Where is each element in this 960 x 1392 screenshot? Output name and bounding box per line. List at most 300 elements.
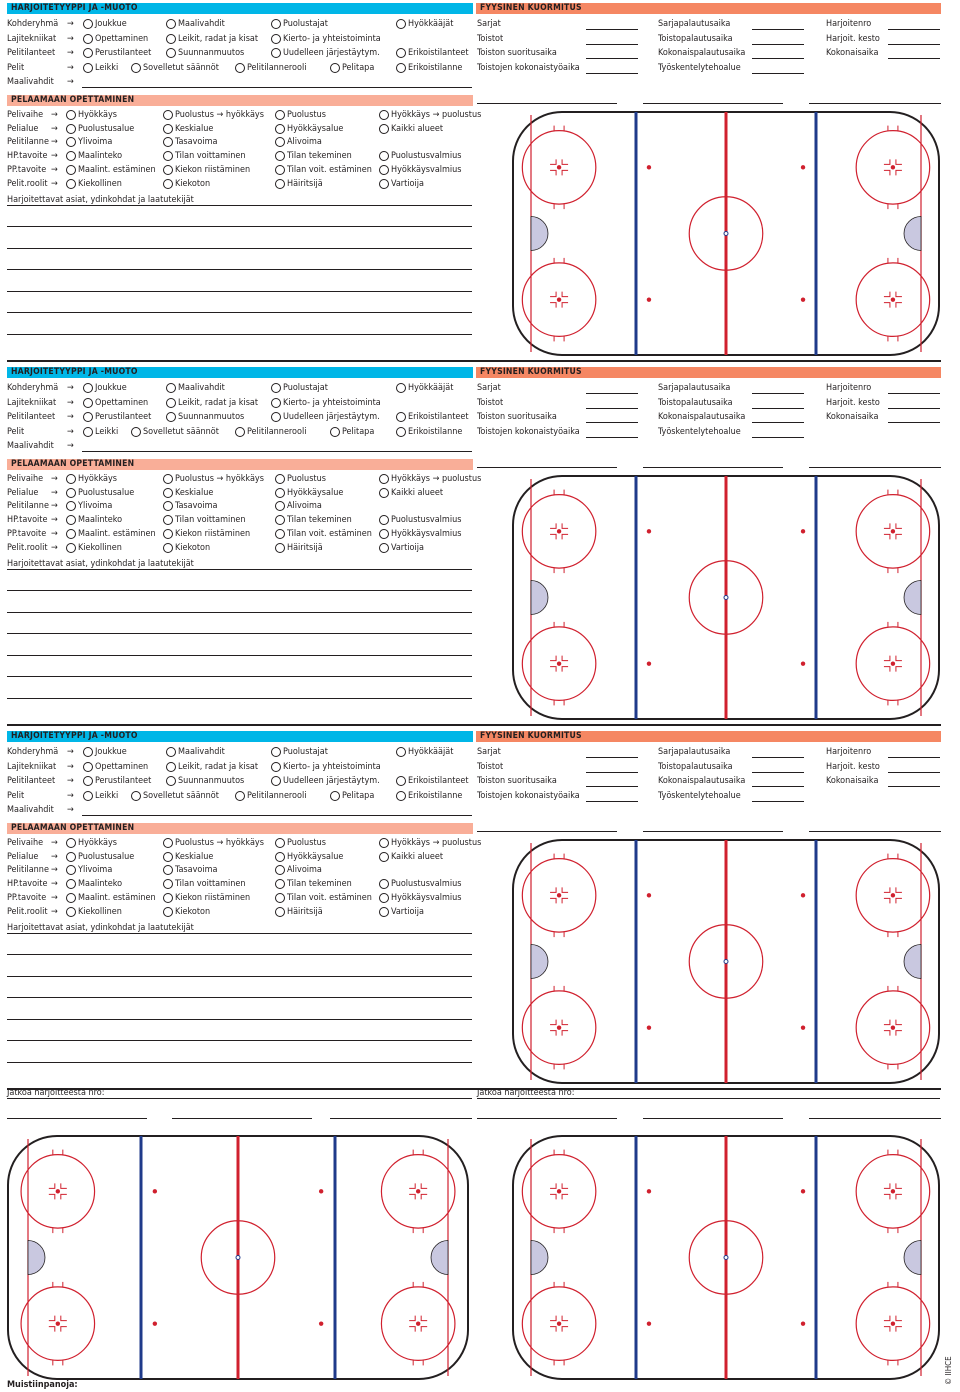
option-checkbox[interactable] [166, 383, 176, 393]
option-label: Tasavoima [175, 865, 218, 876]
option-label: Kiekoton [175, 178, 211, 189]
pel-row-label: PP.tavoite [7, 892, 47, 903]
option-checkbox[interactable] [275, 852, 285, 862]
field-line[interactable] [7, 1118, 147, 1119]
extra-field[interactable] [809, 831, 941, 832]
option-label: Suunnanmuutos [178, 412, 245, 422]
harjoitetyyppi-header: HARJOITETYYPPI JA -MUOTO [7, 367, 473, 378]
option-checkbox[interactable] [379, 907, 389, 917]
option-checkbox[interactable] [271, 19, 281, 29]
load-field[interactable] [586, 757, 638, 758]
option-label: Tasavoima [175, 137, 218, 148]
option-label: Leikit, radat ja kisat [178, 761, 259, 772]
arrow-icon: → [67, 383, 74, 393]
extra-field[interactable] [643, 103, 783, 104]
option-label: Kiekon riistäminen [175, 164, 251, 175]
load-field[interactable] [752, 73, 804, 74]
notes-line[interactable] [7, 655, 472, 656]
option-checkbox[interactable] [166, 48, 176, 58]
pelaamaan-header: PELAAMAAN OPETTAMINEN [7, 459, 473, 470]
row-label: Lajitekniikat [7, 33, 57, 44]
load-field[interactable] [586, 801, 638, 802]
option-checkbox[interactable] [396, 48, 406, 58]
option-checkbox[interactable] [66, 151, 76, 161]
maalivahdit-line[interactable] [82, 815, 472, 816]
load-field[interactable] [752, 437, 804, 438]
option-checkbox[interactable] [379, 838, 389, 848]
extra-field[interactable] [809, 103, 941, 104]
load-label: Sarjat [477, 383, 501, 393]
option-checkbox[interactable] [275, 543, 285, 553]
load-field[interactable] [586, 772, 638, 773]
option-checkbox[interactable] [163, 838, 173, 848]
load-label: Harjoitenro [826, 383, 872, 393]
option-label: Uudelleen järjestäytym. [283, 412, 380, 422]
option-checkbox[interactable] [379, 488, 389, 498]
load-field[interactable] [752, 408, 804, 409]
notes-line[interactable] [7, 1019, 472, 1020]
load-label: Harjoit. kesto [826, 33, 880, 44]
load-field[interactable] [888, 393, 940, 394]
option-checkbox[interactable] [275, 474, 285, 484]
option-label: Opettaminen [95, 33, 149, 44]
option-checkbox[interactable] [66, 529, 76, 539]
option-checkbox[interactable] [163, 110, 173, 120]
load-field[interactable] [586, 393, 638, 394]
option-checkbox[interactable] [330, 791, 340, 801]
option-label: Erikoistilanne [408, 426, 463, 437]
option-checkbox[interactable] [163, 865, 173, 875]
notes-line[interactable] [7, 698, 472, 699]
option-checkbox[interactable] [396, 383, 406, 393]
extra-field[interactable] [643, 831, 783, 832]
rink-diagram[interactable] [512, 839, 940, 1084]
load-field[interactable] [586, 408, 638, 409]
option-label: Erikoistilanteet [408, 776, 469, 786]
option-checkbox[interactable] [275, 137, 285, 147]
option-checkbox[interactable] [83, 63, 93, 73]
notes-line[interactable] [7, 248, 472, 249]
option-checkbox[interactable] [66, 474, 76, 484]
option-checkbox[interactable] [379, 165, 389, 175]
option-checkbox[interactable] [66, 488, 76, 498]
row-label: Pelitilanteet [7, 48, 56, 58]
option-checkbox[interactable] [66, 137, 76, 147]
load-field[interactable] [752, 801, 804, 802]
option-label: Tilan tekeminen [287, 515, 352, 526]
row-label: Lajitekniikat [7, 761, 57, 772]
field-line[interactable] [172, 1118, 312, 1119]
maalivahdit-line[interactable] [82, 451, 472, 452]
row-label: Kohderyhmä [7, 19, 59, 29]
extra-field[interactable] [477, 103, 617, 104]
faceoff-dot [801, 1321, 805, 1325]
option-checkbox[interactable] [163, 488, 173, 498]
option-checkbox[interactable] [379, 110, 389, 120]
option-checkbox[interactable] [275, 879, 285, 889]
row-label: Kohderyhmä [7, 747, 59, 757]
option-checkbox[interactable] [379, 179, 389, 189]
option-label: Maalint. estäminen [78, 164, 156, 175]
option-checkbox[interactable] [379, 474, 389, 484]
arrow-icon: → [67, 805, 74, 815]
option-checkbox[interactable] [275, 515, 285, 525]
arrow-icon: → [51, 838, 58, 848]
option-checkbox[interactable] [66, 852, 76, 862]
load-field[interactable] [586, 786, 638, 787]
arrow-icon: → [51, 879, 58, 890]
row-label: Pelit [7, 426, 25, 437]
arrow-icon: → [51, 474, 58, 484]
load-field[interactable] [586, 44, 638, 45]
option-label: Puolustusvalmius [391, 879, 462, 890]
option-label: Kierto- ja yhteistoiminta [283, 397, 381, 408]
option-checkbox[interactable] [66, 893, 76, 903]
arrow-icon: → [51, 164, 58, 175]
option-checkbox[interactable] [379, 529, 389, 539]
arrow-icon: → [51, 487, 58, 498]
option-checkbox[interactable] [330, 63, 340, 73]
option-checkbox[interactable] [66, 543, 76, 553]
option-label: Opettaminen [95, 761, 149, 772]
option-checkbox[interactable] [66, 865, 76, 875]
load-field[interactable] [888, 422, 940, 423]
blue-line [815, 840, 818, 1083]
notes-line[interactable] [7, 933, 472, 934]
option-checkbox[interactable] [163, 151, 173, 161]
option-checkbox[interactable] [83, 383, 93, 393]
load-field[interactable] [752, 393, 804, 394]
option-checkbox[interactable] [66, 515, 76, 525]
load-field[interactable] [752, 786, 804, 787]
option-checkbox[interactable] [163, 474, 173, 484]
option-checkbox[interactable] [275, 488, 285, 498]
copyright-text: © IIHCE [944, 1356, 953, 1385]
load-field[interactable] [586, 437, 638, 438]
option-checkbox[interactable] [271, 762, 281, 772]
pel-row-label: Pelialue [7, 123, 39, 134]
notes-line[interactable] [7, 954, 472, 955]
load-field[interactable] [888, 757, 940, 758]
load-label: Sarjapalautusaika [658, 19, 731, 29]
pel-row-label: Pelitilanne [7, 865, 49, 876]
option-checkbox[interactable] [66, 501, 76, 511]
option-checkbox[interactable] [163, 501, 173, 511]
option-label: Uudelleen järjestäytym. [283, 776, 380, 786]
option-checkbox[interactable] [131, 791, 141, 801]
option-checkbox[interactable] [271, 776, 281, 786]
load-label: Toistot [477, 397, 504, 408]
load-field[interactable] [586, 73, 638, 74]
load-field[interactable] [752, 757, 804, 758]
notes-line[interactable] [7, 226, 472, 227]
load-label: Kokonaispalautusaika [658, 48, 746, 58]
option-checkbox[interactable] [66, 110, 76, 120]
option-checkbox[interactable] [66, 165, 76, 175]
option-label: Kiekon riistäminen [175, 892, 251, 903]
option-label: Puolustajat [283, 19, 328, 29]
row-label: Pelitilanteet [7, 412, 56, 422]
rink-diagram-bottom-left[interactable] [7, 1135, 469, 1380]
option-checkbox[interactable] [83, 398, 93, 408]
notes-line[interactable] [7, 205, 472, 206]
option-checkbox[interactable] [396, 19, 406, 29]
harjoitettavat-label: Harjoitettavat asiat, ydinkohdat ja laatutekijät [7, 923, 194, 933]
option-checkbox[interactable] [66, 907, 76, 917]
load-field[interactable] [586, 422, 638, 423]
load-label: Sarjat [477, 747, 501, 757]
option-label: Hyökkäys [78, 474, 118, 484]
option-checkbox[interactable] [166, 412, 176, 422]
option-checkbox[interactable] [396, 747, 406, 757]
option-checkbox[interactable] [83, 762, 93, 772]
option-checkbox[interactable] [235, 791, 245, 801]
option-checkbox[interactable] [166, 19, 176, 29]
option-label: Puolustus [287, 838, 326, 848]
option-checkbox[interactable] [83, 791, 93, 801]
option-checkbox[interactable] [66, 879, 76, 889]
notes-line[interactable] [7, 1062, 472, 1063]
pelaamaan-header: PELAAMAAN OPETTAMINEN [7, 95, 473, 106]
load-label: Työskentelytehoalue [658, 426, 741, 437]
option-label: Tilan voit. estäminen [287, 892, 372, 903]
load-field[interactable] [586, 58, 638, 59]
option-checkbox[interactable] [131, 63, 141, 73]
option-checkbox[interactable] [83, 427, 93, 437]
harjoitettavat-label: Harjoitettavat asiat, ydinkohdat ja laatutekijät [7, 559, 194, 569]
option-checkbox[interactable] [379, 879, 389, 889]
option-checkbox[interactable] [275, 501, 285, 511]
load-field[interactable] [888, 408, 940, 409]
load-label: Työskentelytehoalue [658, 790, 741, 801]
option-checkbox[interactable] [379, 893, 389, 903]
faceoff-dot [319, 1321, 323, 1325]
option-checkbox[interactable] [330, 427, 340, 437]
rink-diagram[interactable] [512, 475, 940, 720]
faceoff-dot [153, 1189, 157, 1193]
notes-line[interactable] [7, 590, 472, 591]
option-checkbox[interactable] [271, 412, 281, 422]
option-label: Puolustusalue [78, 851, 135, 862]
option-checkbox[interactable] [275, 893, 285, 903]
notes-line[interactable] [7, 997, 472, 998]
option-checkbox[interactable] [166, 34, 176, 44]
notes-line[interactable] [7, 976, 472, 977]
notes-line[interactable] [7, 291, 472, 292]
option-checkbox[interactable] [163, 179, 173, 189]
option-checkbox[interactable] [271, 48, 281, 58]
option-checkbox[interactable] [275, 124, 285, 134]
load-field[interactable] [752, 29, 804, 30]
option-checkbox[interactable] [163, 543, 173, 553]
option-checkbox[interactable] [163, 907, 173, 917]
option-checkbox[interactable] [235, 63, 245, 73]
option-checkbox[interactable] [83, 19, 93, 29]
option-label: Erikoistilanne [408, 790, 463, 801]
option-label: Uudelleen järjestäytym. [283, 48, 380, 58]
option-label: Ylivoima [78, 501, 113, 512]
option-checkbox[interactable] [66, 179, 76, 189]
jatkoa-line[interactable] [477, 1098, 940, 1099]
option-checkbox[interactable] [163, 515, 173, 525]
option-checkbox[interactable] [275, 529, 285, 539]
field-line[interactable] [643, 1118, 783, 1119]
pel-row-label: PP.tavoite [7, 164, 47, 175]
option-label: Hyökkäys → puolustus [391, 110, 482, 120]
extra-field[interactable] [477, 467, 617, 468]
option-checkbox[interactable] [163, 165, 173, 175]
maalivahdit-line[interactable] [82, 87, 472, 88]
option-checkbox[interactable] [275, 865, 285, 875]
load-field[interactable] [752, 44, 804, 45]
extra-field[interactable] [643, 467, 783, 468]
jatkoa-left-label: Jatkoa harjoitteesta nro: [7, 1088, 105, 1098]
option-checkbox[interactable] [235, 427, 245, 437]
option-checkbox[interactable] [83, 34, 93, 44]
faceoff-dot [647, 661, 651, 665]
option-checkbox[interactable] [163, 852, 173, 862]
pel-row-label: PP.tavoite [7, 528, 47, 539]
option-checkbox[interactable] [83, 48, 93, 58]
load-field[interactable] [752, 772, 804, 773]
option-label: Leikit, radat ja kisat [178, 397, 259, 408]
option-checkbox[interactable] [83, 412, 93, 422]
faceoff-dot [891, 529, 895, 533]
arrow-icon: → [51, 178, 58, 189]
option-checkbox[interactable] [275, 165, 285, 175]
load-field[interactable] [888, 786, 940, 787]
option-label: Hyökkääjät [408, 383, 454, 393]
fyysinen-kuormitus-header: FYYSINEN KUORMITUS [476, 731, 941, 742]
option-checkbox[interactable] [275, 838, 285, 848]
option-label: Kaikki alueet [391, 851, 444, 862]
option-checkbox[interactable] [271, 747, 281, 757]
option-label: Hyökkäys → puolustus [391, 474, 482, 484]
field-line[interactable] [330, 1118, 472, 1119]
load-label: Kokonaispalautusaika [658, 776, 746, 786]
option-label: Tasavoima [175, 501, 218, 512]
option-label: Alivoima [287, 865, 322, 876]
option-checkbox[interactable] [396, 412, 406, 422]
blue-line [140, 1136, 143, 1379]
option-checkbox[interactable] [396, 427, 406, 437]
faceoff-dot [557, 165, 561, 169]
faceoff-dot [557, 529, 561, 533]
option-checkbox[interactable] [163, 879, 173, 889]
notes-line[interactable] [7, 334, 472, 335]
load-field[interactable] [888, 58, 940, 59]
option-checkbox[interactable] [396, 776, 406, 786]
muistiinpanoja-label: Muistiinpanoja: [7, 1380, 78, 1390]
faceoff-dot [56, 1321, 60, 1325]
rink-diagram-bottom-right[interactable] [512, 1135, 940, 1380]
option-checkbox[interactable] [275, 110, 285, 120]
load-label: Kokonaisaika [826, 48, 879, 58]
option-checkbox[interactable] [163, 137, 173, 147]
jatkoa-line[interactable] [7, 1098, 472, 1099]
option-checkbox[interactable] [83, 776, 93, 786]
option-checkbox[interactable] [379, 515, 389, 525]
faceoff-dot [801, 297, 805, 301]
load-field[interactable] [752, 58, 804, 59]
option-label: Puolustusvalmius [391, 151, 462, 162]
option-label: Pelitilannerooli [247, 62, 307, 73]
option-checkbox[interactable] [396, 791, 406, 801]
option-label: Puolustusvalmius [391, 515, 462, 526]
option-checkbox[interactable] [163, 124, 173, 134]
arrow-icon: → [51, 542, 58, 553]
option-checkbox[interactable] [379, 124, 389, 134]
arrow-icon: → [67, 776, 74, 786]
option-checkbox[interactable] [166, 398, 176, 408]
notes-line[interactable] [7, 269, 472, 270]
faceoff-dot [557, 297, 561, 301]
load-field[interactable] [888, 44, 940, 45]
load-label: Toistopalautusaika [658, 761, 733, 772]
option-checkbox[interactable] [275, 907, 285, 917]
load-label: Harjoitenro [826, 747, 872, 757]
option-checkbox[interactable] [396, 63, 406, 73]
option-label: Puolustus → hyökkäys [175, 474, 264, 484]
field-line[interactable] [809, 1118, 941, 1119]
option-label: Häiritsijä [287, 178, 323, 189]
field-line[interactable] [477, 1118, 617, 1119]
faceoff-dot [647, 1189, 651, 1193]
option-checkbox[interactable] [379, 852, 389, 862]
option-checkbox[interactable] [275, 179, 285, 189]
rink-diagram[interactable] [512, 111, 940, 356]
option-checkbox[interactable] [66, 124, 76, 134]
load-field[interactable] [888, 29, 940, 30]
option-label: Maalivahdit [178, 747, 225, 757]
notes-line[interactable] [7, 612, 472, 613]
option-checkbox[interactable] [83, 747, 93, 757]
option-checkbox[interactable] [166, 747, 176, 757]
extra-field[interactable] [477, 831, 617, 832]
notes-line[interactable] [7, 1040, 472, 1041]
load-field[interactable] [586, 29, 638, 30]
load-label: Sarjat [477, 19, 501, 29]
option-checkbox[interactable] [166, 762, 176, 772]
notes-line[interactable] [7, 676, 472, 677]
option-checkbox[interactable] [66, 838, 76, 848]
arrow-icon: → [51, 865, 58, 876]
option-label: Pelitapa [342, 62, 375, 73]
option-checkbox[interactable] [271, 398, 281, 408]
load-field[interactable] [752, 422, 804, 423]
option-checkbox[interactable] [275, 151, 285, 161]
option-checkbox[interactable] [379, 543, 389, 553]
option-checkbox[interactable] [131, 427, 141, 437]
option-checkbox[interactable] [163, 893, 173, 903]
faceoff-dot [891, 893, 895, 897]
extra-field[interactable] [809, 467, 941, 468]
load-field[interactable] [888, 772, 940, 773]
option-checkbox[interactable] [166, 776, 176, 786]
notes-line[interactable] [7, 312, 472, 313]
row-label: Pelitilanteet [7, 776, 56, 786]
notes-line[interactable] [7, 569, 472, 570]
option-checkbox[interactable] [271, 383, 281, 393]
option-checkbox[interactable] [379, 151, 389, 161]
center-dot [724, 960, 728, 964]
notes-line[interactable] [7, 633, 472, 634]
option-checkbox[interactable] [163, 529, 173, 539]
load-label: Kokonaisaika [826, 776, 879, 786]
option-label: Puolustus [287, 474, 326, 484]
option-checkbox[interactable] [271, 34, 281, 44]
option-label: Puolustus [287, 110, 326, 120]
